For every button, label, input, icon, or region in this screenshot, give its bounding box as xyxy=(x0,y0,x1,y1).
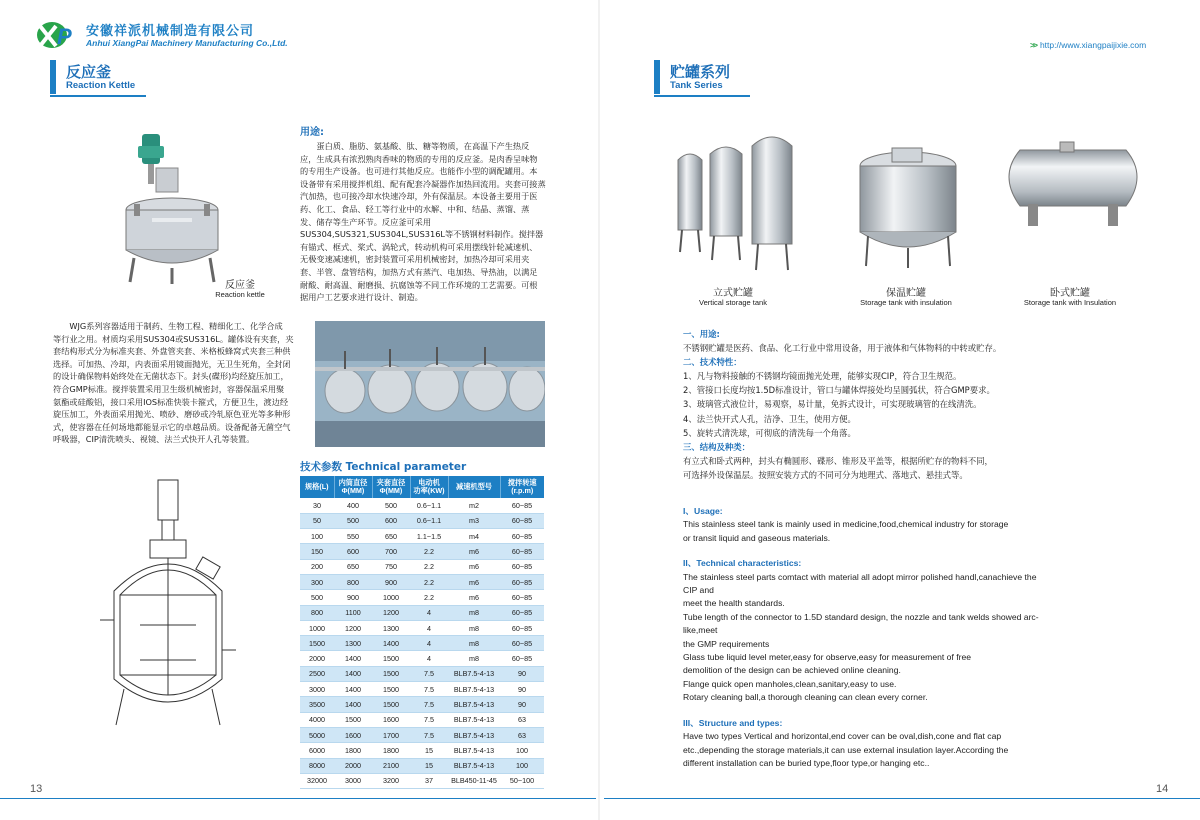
table-cell: m4 xyxy=(448,529,500,544)
table-cell: 3000 xyxy=(300,682,334,697)
tank-caption-cn: 卧式贮罐 xyxy=(1050,288,1090,299)
usage-line: 蛋白质、脂肪、氨基酸、肽、糖等物质，在高温下产生热反 xyxy=(300,141,530,151)
table-cell: 100 xyxy=(300,529,334,544)
table-cell: 90 xyxy=(500,697,544,712)
en-line: different installation can be buried type,floor type,or hanging etc.. xyxy=(683,757,930,768)
horizontal-tank-photo xyxy=(998,140,1148,230)
company-name-en: Anhui XiangPai Machinery Manufacturing Co.,Ltd. xyxy=(86,38,288,48)
table-cell: 60~85 xyxy=(500,636,544,651)
reaction-kettle-photo xyxy=(112,126,252,292)
wjg-line: 的设计确保物料始终处在无菌状态下。封头(碟形)均经旋压加工， xyxy=(53,371,289,382)
table-cell: 90 xyxy=(500,666,544,681)
table-cell: 7.5 xyxy=(410,712,448,727)
table-cell: 1600 xyxy=(372,712,410,727)
table-cell: 3500 xyxy=(300,697,334,712)
table-cell: 50 xyxy=(300,513,334,528)
en-line: This stainless steel tank is mainly used in medicine,food,chemical industry for storage xyxy=(683,519,1009,530)
table-cell: 1500 xyxy=(372,651,410,666)
table-cell: 2000 xyxy=(334,758,372,773)
kettle-caption-cn: 反应釜 xyxy=(225,280,255,291)
website-url[interactable] xyxy=(1030,40,1146,50)
en-line: Glass tube liquid level meter,easy for observe,easy for measurement of free xyxy=(683,652,972,663)
table-cell: m8 xyxy=(448,651,500,666)
table-cell: 4000 xyxy=(300,712,334,727)
param-table xyxy=(300,476,544,789)
tank-caption-en: Vertical storage tank xyxy=(699,298,767,307)
footer-line-right xyxy=(604,798,1200,799)
wjg-description xyxy=(53,320,303,446)
table-cell: 500 xyxy=(334,513,372,528)
usage-line: 耐酸、耐高温、耐磨损、抗腐蚀等不同工作环境的工艺需要。可根 xyxy=(300,279,538,290)
table-cell: 2000 xyxy=(300,651,334,666)
param-title: 技术参数 Technical parameter xyxy=(300,461,467,473)
table-row xyxy=(300,620,544,635)
table-cell: 2.2 xyxy=(410,574,448,589)
en-section-heading: III、Structure and types: xyxy=(683,717,783,728)
table-cell: BLB7.5-4-13 xyxy=(448,697,500,712)
table-cell: 60~85 xyxy=(500,498,544,513)
table-cell: 100 xyxy=(500,758,544,773)
en-line: meet the health standards. xyxy=(683,598,785,609)
en-line: The stainless steel parts comtact with material all adopt mirror polished handl,canachieve the CIP and xyxy=(683,571,1037,596)
cn-line: 5、旋转式清洗球，可彻底的清洗每一个角落。 xyxy=(683,427,856,438)
table-cell: 550 xyxy=(334,529,372,544)
table-cell: 90 xyxy=(500,682,544,697)
table-header: 夹套直径 Φ(MM) xyxy=(372,476,410,498)
table-header: 减速机型号 xyxy=(448,476,500,498)
page-number-right: 14 xyxy=(1156,783,1169,795)
table-cell: 1500 xyxy=(372,666,410,681)
usage-line: 应，生成具有浓烈熟肉香味的物质的专用的反应釜。是肉香呈味物 xyxy=(300,153,538,164)
usage-line: 有锚式、框式、桨式、涡轮式，转动机构可采用摆线针轮减速机、 xyxy=(300,241,538,252)
usage-heading: 用途: xyxy=(300,127,324,138)
wjg-line: 等行业之用。材质均采用SUS304或SUS316L。罐体设有夹套，夹 xyxy=(53,333,294,344)
table-cell: 30 xyxy=(300,498,334,513)
table-cell: 32000 xyxy=(300,773,334,788)
en-line: etc.,depending the storage materials,it can use external insulation layer.According the xyxy=(683,744,1009,755)
insulated-tank-photo xyxy=(852,132,964,272)
double-arrow-icon: >> xyxy=(1030,40,1036,50)
table-cell: 1800 xyxy=(334,743,372,758)
table-row xyxy=(300,758,544,773)
table-cell: m2 xyxy=(448,498,500,513)
table-cell: 1500 xyxy=(334,712,372,727)
section-title-en: Reaction Kettle xyxy=(66,80,136,91)
table-cell: 1300 xyxy=(372,620,410,635)
table-cell: 1500 xyxy=(372,697,410,712)
table-cell: 1400 xyxy=(334,697,372,712)
table-cell: 600 xyxy=(372,513,410,528)
table-cell: 0.6~1.1 xyxy=(410,513,448,528)
wjg-line: WJG系列容器适用于制药、生物工程、精细化工、化学合成 xyxy=(53,321,283,331)
section-underline xyxy=(654,95,750,97)
usage-line: 据用户工艺要求进行设计、制造。 xyxy=(300,292,423,303)
table-row xyxy=(300,574,544,589)
table-cell: 2500 xyxy=(300,666,334,681)
table-cell: 1200 xyxy=(334,620,372,635)
table-cell: 4 xyxy=(410,620,448,635)
spread-divider xyxy=(598,0,600,820)
xp-logo-icon xyxy=(36,20,82,50)
table-cell: 900 xyxy=(334,590,372,605)
table-row xyxy=(300,498,544,513)
table-row xyxy=(300,712,544,727)
tank-caption-cn: 保温贮罐 xyxy=(886,288,926,299)
table-row xyxy=(300,605,544,620)
table-cell: 4 xyxy=(410,605,448,620)
en-line: Flange quick open manholes,clean,sanitary,easy to use. xyxy=(683,678,897,689)
table-header: 内筒直径 Φ(MM) xyxy=(334,476,372,498)
table-cell: m6 xyxy=(448,590,500,605)
table-cell: 60~85 xyxy=(500,651,544,666)
table-cell: m8 xyxy=(448,605,500,620)
table-cell: 700 xyxy=(372,544,410,559)
table-cell: 3000 xyxy=(334,773,372,788)
usage-line: SUS304,SUS321,SUS304L,SUS316L等不锈钢材料制作。搅拌器 xyxy=(300,229,544,240)
table-row xyxy=(300,697,544,712)
en-line: Rotary cleaning ball,a thorough cleaning can clean every corner. xyxy=(683,692,928,703)
section-title-cn: 反应釜 xyxy=(66,63,112,81)
wjg-line: 套结构形式分为标准夹套、外盘管夹套、米格板蜂窝式夹套三种供 xyxy=(53,346,291,357)
cn-line: 有立式和卧式两种，封头有椭圆形、碟形、锥形及平盖等，根据所贮存的物料不同， xyxy=(683,455,993,466)
table-cell: 2.2 xyxy=(410,559,448,574)
table-cell: 1400 xyxy=(334,651,372,666)
table-cell: 100 xyxy=(500,743,544,758)
cn-line: 4、法兰快开式人孔，洁净、卫生，使用方便。 xyxy=(683,413,856,424)
table-cell: 500 xyxy=(372,498,410,513)
factory-photo xyxy=(315,321,545,447)
table-cell: 60~85 xyxy=(500,574,544,589)
table-cell: m6 xyxy=(448,574,500,589)
wjg-line: 呼吸器，CIP清洗喷头、视镜、法兰式快开人孔等装置。 xyxy=(53,434,255,445)
table-row xyxy=(300,727,544,742)
section-marker xyxy=(654,60,660,94)
section-marker xyxy=(50,60,56,94)
section-title-en: Tank Series xyxy=(670,80,723,91)
cn-line: 1、凡与物料接触的不锈钢均镜面抛光处理，能够实现CIP，符合卫生规范。 xyxy=(683,371,962,382)
table-cell: 7.5 xyxy=(410,682,448,697)
table-cell: 1400 xyxy=(372,636,410,651)
table-cell: 60~85 xyxy=(500,605,544,620)
table-cell: BLB7.5-4-13 xyxy=(448,682,500,697)
table-cell: 6000 xyxy=(300,743,334,758)
table-cell: 1100 xyxy=(334,605,372,620)
table-cell: 500 xyxy=(300,590,334,605)
kettle-drawing xyxy=(100,475,250,740)
svg-text:P: P xyxy=(57,24,72,49)
table-cell: 1400 xyxy=(334,682,372,697)
cn-line: 2、管接口长度均按1.5D标准设计，管口与罐体焊接处均呈圆弧状，符合GMP要求。 xyxy=(683,385,995,396)
company-name-cn: 安徽祥派机械制造有限公司 xyxy=(86,24,255,39)
wjg-line: 选择。可加热、冷却，内表面采用镜面抛光，无卫生死角，全封闭 xyxy=(53,358,291,369)
table-cell: 1000 xyxy=(300,620,334,635)
table-cell: 2100 xyxy=(372,758,410,773)
table-cell: 900 xyxy=(372,574,410,589)
table-row xyxy=(300,513,544,528)
table-cell: 750 xyxy=(372,559,410,574)
table-cell: m6 xyxy=(448,559,500,574)
cn-section-heading: 三、结构及种类： xyxy=(683,441,750,452)
table-header: 搅拌转速 (r.p.m) xyxy=(500,476,544,498)
tank-spec-cn xyxy=(683,327,1053,482)
table-row xyxy=(300,636,544,651)
table-cell: 1600 xyxy=(334,727,372,742)
table-cell: BLB7.5-4-13 xyxy=(448,758,500,773)
usage-line: 设备带有采用搅拌机组、配有配套冷凝器作加热回流用。夹套可接蒸 xyxy=(300,178,546,189)
en-section-heading: II、Technical characteristics: xyxy=(683,558,802,569)
table-cell: 50~100 xyxy=(500,773,544,788)
wjg-line: 式，使容器在任何场地都能显示它的卓越品质。设备配备无菌空气 xyxy=(53,421,291,432)
table-row xyxy=(300,544,544,559)
table-cell: m8 xyxy=(448,636,500,651)
table-cell: 60~85 xyxy=(500,544,544,559)
table-cell: BLB7.5-4-13 xyxy=(448,666,500,681)
tank-caption-cn: 立式贮罐 xyxy=(713,288,753,299)
table-cell: 400 xyxy=(334,498,372,513)
wjg-line: 符合GMP标准。搅拌装置采用卫生级机械密封，容器保温采用聚 xyxy=(53,383,285,394)
en-line: the GMP requirements xyxy=(683,638,770,649)
en-line: Tube length of the connector to 1.5D standard design, the nozzle and tank welds showed arc-like,meet xyxy=(683,611,1039,636)
cn-line: 不锈钢贮罐是医药、食品、化工行业中常用设备，用于液体和气体物料的中转或贮存。 xyxy=(683,343,1002,354)
en-line: Have two types Vertical and horizontal,end cover can be oval,dish,cone and flat cap xyxy=(683,731,1002,742)
table-cell: 60~85 xyxy=(500,513,544,528)
table-cell: 1200 xyxy=(372,605,410,620)
table-cell: 150 xyxy=(300,544,334,559)
table-cell: 15 xyxy=(410,743,448,758)
page-number-left: 13 xyxy=(30,783,43,795)
table-cell: 8000 xyxy=(300,758,334,773)
table-cell: 4 xyxy=(410,651,448,666)
table-cell: 800 xyxy=(300,605,334,620)
table-row xyxy=(300,651,544,666)
usage-line: 的专用生产设备。也可进行其他反应。也能作小型的调配罐用。本 xyxy=(300,166,538,177)
wjg-line: 旋压加工，外表面采用抛光、喷砂、磨砂或冷轧原色亚光等多种形 xyxy=(53,409,291,420)
table-cell: 3200 xyxy=(372,773,410,788)
table-cell: 1700 xyxy=(372,727,410,742)
table-cell: 800 xyxy=(334,574,372,589)
tank-caption-en: Storage tank with Insulation xyxy=(1023,298,1117,307)
table-cell: 4 xyxy=(410,636,448,651)
cn-section-heading: 二、技术特性： xyxy=(683,357,742,368)
wjg-line: 氨酯或硅酸铝，接口采用IOS标准快装卡箍式，方便卫生，渡边经 xyxy=(53,396,289,407)
website-url-text: http://www.xiangpaijixie.com xyxy=(1039,40,1147,50)
table-cell: 1400 xyxy=(334,666,372,681)
footer-line-left xyxy=(0,798,596,799)
kettle-caption-en: Reaction kettle xyxy=(215,290,265,299)
table-cell: 7.5 xyxy=(410,666,448,681)
table-cell: 1500 xyxy=(372,682,410,697)
section-title-cn: 贮罐系列 xyxy=(670,63,731,81)
table-cell: 63 xyxy=(500,727,544,742)
table-cell: 60~85 xyxy=(500,559,544,574)
table-cell: 200 xyxy=(300,559,334,574)
table-row xyxy=(300,682,544,697)
table-cell: 7.5 xyxy=(410,697,448,712)
usage-line: 药、化工、食品、轻工等行业中的水解、中和、结晶、蒸馏、蒸 xyxy=(300,203,530,214)
usage-line: 套、半管、盘管结构，加热方式有蒸汽、电加热、导热油，以满足 xyxy=(300,266,538,277)
table-cell: 60~85 xyxy=(500,529,544,544)
table-cell: 650 xyxy=(334,559,372,574)
cn-section-heading: 一、用途: xyxy=(683,329,720,339)
usage-line: 发、储存等生产环节。反应釜可采用 xyxy=(300,216,432,227)
table-cell: 2.2 xyxy=(410,590,448,605)
table-cell: 15 xyxy=(410,758,448,773)
vertical-tank-photo xyxy=(668,130,798,275)
cn-line: 可选择外设保温层。按照安装方式的不同可分为地理式、落地式、悬挂式等。 xyxy=(683,469,968,480)
table-cell: 60~85 xyxy=(500,620,544,635)
table-cell: 650 xyxy=(372,529,410,544)
table-row xyxy=(300,666,544,681)
table-header: 规格(L) xyxy=(300,476,334,498)
table-row xyxy=(300,743,544,758)
table-cell: m3 xyxy=(448,513,500,528)
usage-text xyxy=(300,140,562,304)
table-cell: 1000 xyxy=(372,590,410,605)
table-cell: 1800 xyxy=(372,743,410,758)
usage-line: 无极变速减速机，密封装置可采用机械密封，加热冷却可采用夹 xyxy=(300,254,530,265)
table-cell: BLB7.5-4-13 xyxy=(448,727,500,742)
table-cell: 1300 xyxy=(334,636,372,651)
table-cell: 7.5 xyxy=(410,727,448,742)
en-line: demolition of the design can be achieved online cleaning. xyxy=(683,665,901,676)
table-cell: 1500 xyxy=(300,636,334,651)
table-cell: 300 xyxy=(300,574,334,589)
tank-spec-en xyxy=(683,505,1043,770)
en-line: or transit liquid and gaseous materials. xyxy=(683,532,831,543)
table-cell: 2.2 xyxy=(410,544,448,559)
table-row xyxy=(300,590,544,605)
table-cell: m8 xyxy=(448,620,500,635)
tank-caption-en: Storage tank with insulation xyxy=(860,298,952,307)
table-row xyxy=(300,773,544,788)
table-cell: m6 xyxy=(448,544,500,559)
en-section-heading: I、Usage: xyxy=(683,506,723,516)
usage-line: 汽加热，也可接冷却水快速冷却，外有保温层。本设备主要用于医 xyxy=(300,191,538,202)
table-cell: BLB450-11-45 xyxy=(448,773,500,788)
table-row xyxy=(300,559,544,574)
section-underline xyxy=(50,95,146,97)
cn-line: 3、玻璃管式液位计，易观察，易计量，免拆式设计，可实现玻璃管的在线清洗。 xyxy=(683,399,982,410)
table-cell: 60~85 xyxy=(500,590,544,605)
table-header: 电动机 功率(KW) xyxy=(410,476,448,498)
table-cell: BLB7.5-4-13 xyxy=(448,743,500,758)
table-cell: 1.1~1.5 xyxy=(410,529,448,544)
table-row xyxy=(300,529,544,544)
table-cell: 5000 xyxy=(300,727,334,742)
table-cell: BLB7.5-4-13 xyxy=(448,712,500,727)
table-cell: 37 xyxy=(410,773,448,788)
table-cell: 600 xyxy=(334,544,372,559)
table-cell: 0.6~1.1 xyxy=(410,498,448,513)
table-cell: 63 xyxy=(500,712,544,727)
